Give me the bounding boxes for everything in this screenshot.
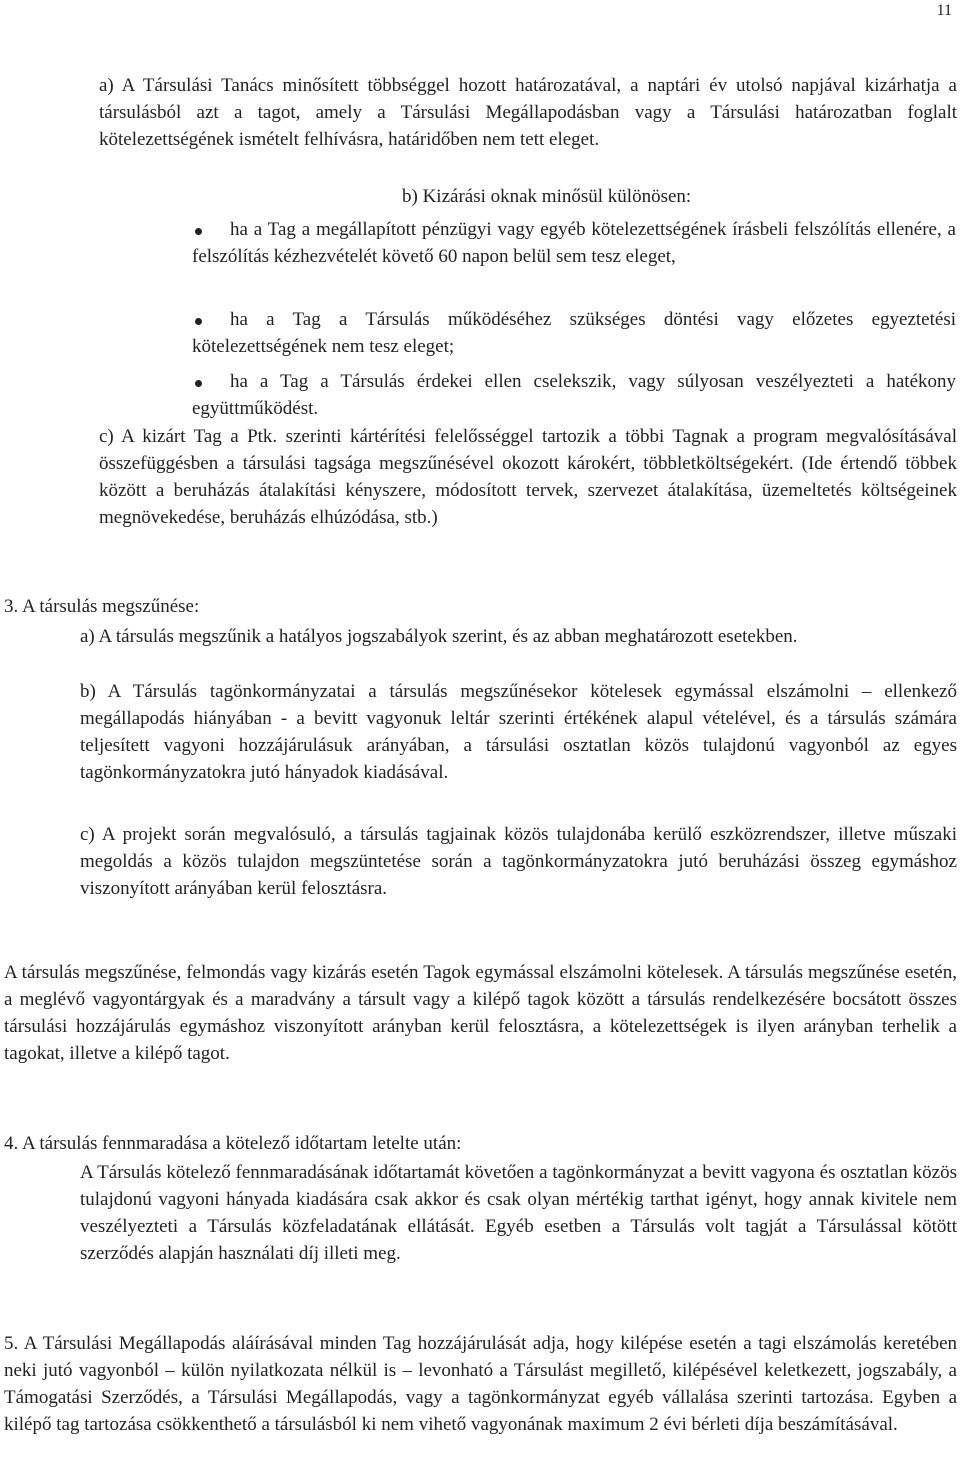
- clause-2b-item-1: ha a Tag a megállapított pénzügyi vagy egyéb kötelezettségének írásbeli felszólítás ellenére, a felszólítás kézhezvételét követő 60 napon belül sem tesz eleget,: [192, 219, 956, 267]
- page-number: 11: [936, 2, 952, 19]
- section-3-heading: 3. A társulás megszűnése:: [4, 596, 200, 617]
- clause-2b-intro: b) Kizárási oknak minősül különösen:: [402, 186, 692, 207]
- section-3-paragraph: A társulás megszűnése, felmondás vagy kizárás esetén Tagok egymással elszámolni kötelesek. A társulás megszűnése esetén, a meglévő vagyontárgyak és a maradvány a társult vagy a kilépő tagok között a társulás rendelkezésére bocsátott összes társulási hozzájárulás egymáshoz viszonyított arányban kerül felosztásra, a kötelezettségek is ilyen arányban terhelik a tagokat, illetve a kilépő tagot.: [4, 962, 957, 1064]
- clause-2b-item-2: ha a Tag a Társulás működéséhez szükséges döntési vagy előzetes egyeztetési kötelezettségének nem tesz eleget;: [192, 309, 956, 357]
- clause-2a: a) A Társulási Tanács minősített többséggel hozott határozatával, a naptári év utolsó napjával kizárhatja a társulásból azt a tagot, amely a Társulási Megállapodásban vagy a Társulási határozatban foglalt kötelezettségének ismételt felhívásra, határidőben nem tett eleget.: [99, 75, 957, 150]
- clause-3a: a) A társulás megszűnik a hatályos jogszabályok szerint, és az abban meghatározott esetekben.: [80, 626, 798, 647]
- clause-3b: b) A Társulás tagönkormányzatai a társulás megszűnésekor kötelesek egymással elszámolni – ellenkező megállapodás hiányában - a bevitt vagyonuk leltár szerinti értékének alapul vételével, és a társulás számára teljesített vagyoni hozzájárulásuk arányában, a társulási osztatlan közös tulajdonú vagyonból az egyes tagönkormányzatokra jutó hányadok kiadásával.: [80, 681, 957, 783]
- section-4-body: A Társulás kötelező fennmaradásának időtartamát követően a tagönkormányzat a bevitt vagyona és osztatlan közös tulajdonú vagyoni hányada kiadására csak akkor és csak olyan mértékig tarthat igényt, hogy annak kivitele nem veszélyezteti a Társulás közfeladatának ellátását. Egyéb esetben a Társulás volt tagját a Társulással kötött szerződés alapján használati díj illeti meg.: [80, 1162, 957, 1264]
- clause-2b-item-3: ha a Tag a Társulás érdekei ellen cselekszik, vagy súlyosan veszélyezteti a hatékony együttműködést.: [192, 371, 956, 419]
- clause-2c: c) A kizárt Tag a Ptk. szerinti kártérítési felelősséggel tartozik a többi Tagnak a program megvalósításával összefüggésben a társulási tagsága megszűnésével okozott károkért, többletköltségekért. (Ide értendő többek között a beruházás átalakítási kényszere, módosított tervek, szervezet átalakítása, üzemeltetés költségeinek megnövekedése, beruházás elhúzódása, stb.): [99, 426, 957, 528]
- section-4-heading: 4. A társulás fennmaradása a kötelező időtartam letelte után:: [4, 1133, 462, 1154]
- section-5-body: 5. A Társulási Megállapodás aláírásával minden Tag hozzájárulását adja, hogy kilépése esetén a tagi elszámolás keretében neki jutó vagyonból – külön nyilatkozata nélkül is – levonható a Társulást megillető, kilépésével keletkezett, jogszabály, a Támogatási Szerződés, a Társulási Megállapodás, vagy a tagönkormányzat egyéb vállalása szerinti tartozása. Egyben a kilépő tag tartozása csökkenthető a társulásból ki nem vihető vagyonának maximum 2 évi bérleti díja beszámításával.: [4, 1333, 957, 1435]
- clause-3c: c) A projekt során megvalósuló, a társulás tagjainak közös tulajdonába kerülő eszközrendszer, illetve műszaki megoldás a közös tulajdon megszüntetése során a tagönkormányzatokra jutó beruházási összeg egymáshoz viszonyított arányában kerül felosztásra.: [80, 824, 957, 899]
